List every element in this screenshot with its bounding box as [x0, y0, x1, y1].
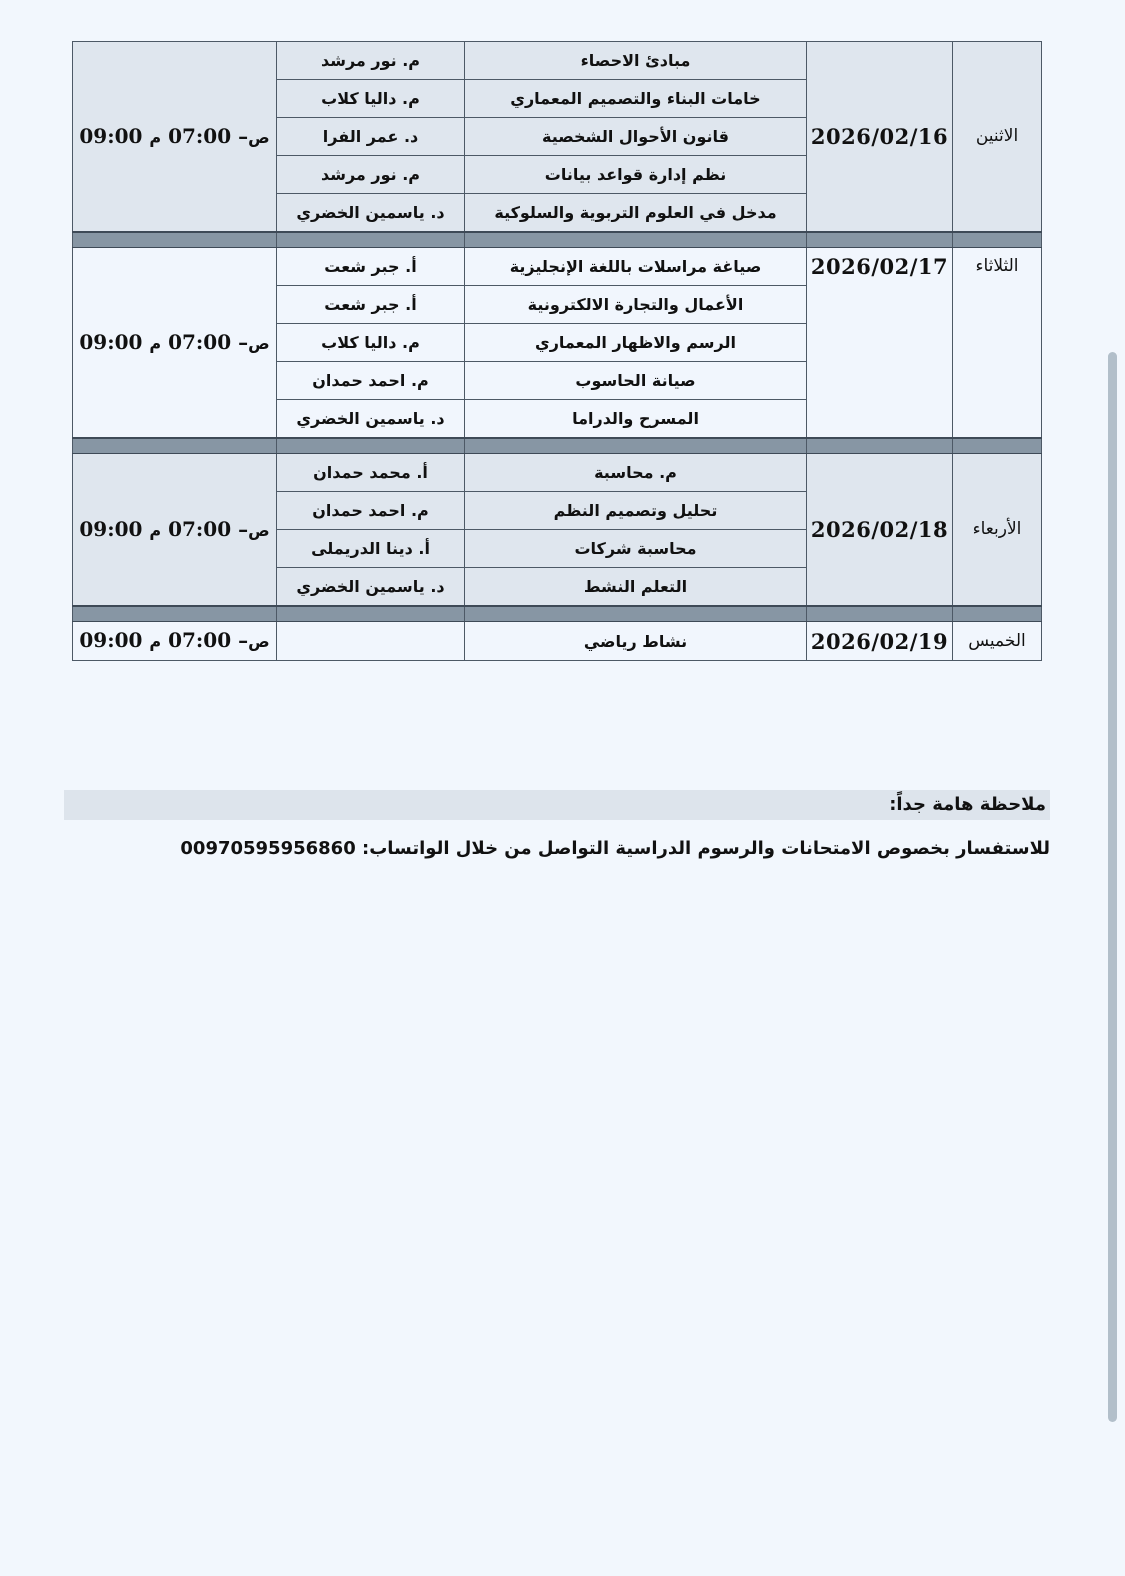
table-row	[73, 42, 1042, 80]
time-start: 09:00	[79, 628, 143, 652]
table-row	[73, 454, 1042, 492]
time-end: 07:00	[168, 628, 232, 652]
time-start: 09:00	[79, 329, 143, 354]
subject-cell: المسرح والدراما	[465, 400, 807, 439]
exam-schedule-table	[72, 41, 1042, 661]
date-cell: 2026/02/16	[807, 42, 953, 233]
teacher-cell: م. احمد حمدان	[277, 492, 465, 530]
teacher-cell: د. عمر الفرا	[277, 118, 465, 156]
table-row	[73, 248, 1042, 286]
teacher-cell: د. ياسمين الخضري	[277, 400, 465, 439]
teacher-cell: أ. محمد حمدان	[277, 454, 465, 492]
time-cell	[73, 42, 277, 233]
teacher-cell: د. ياسمين الخضري	[277, 194, 465, 233]
scrollbar-thumb[interactable]	[1108, 352, 1117, 1422]
separator-row	[73, 438, 1042, 454]
time-cell	[73, 248, 277, 439]
teacher-cell: م. داليا كلاب	[277, 324, 465, 362]
teacher-cell: م. داليا كلاب	[277, 80, 465, 118]
subject-cell: الأعمال والتجارة الالكترونية	[465, 286, 807, 324]
date-cell: 2026/02/18	[807, 454, 953, 607]
teacher-cell: د. ياسمين الخضري	[277, 568, 465, 607]
subject-cell: صيانة الحاسوب	[465, 362, 807, 400]
subject-cell: مدخل في العلوم التربوية والسلوكية	[465, 194, 807, 233]
subject-cell: نشاط رياضي	[465, 622, 807, 661]
time-end: 07:00	[168, 123, 232, 148]
day-cell: الاثنين	[953, 42, 1042, 233]
important-note-header	[64, 790, 1050, 820]
time-dash: –	[238, 123, 249, 148]
time-dash: –	[238, 628, 249, 652]
day-cell: الخميس	[953, 622, 1042, 661]
table-row	[73, 622, 1042, 661]
time-start: 09:00	[79, 516, 143, 541]
time-end-suffix: م	[149, 520, 162, 540]
teacher-cell: م. نور مرشد	[277, 42, 465, 80]
subject-cell: خامات البناء والتصميم المعماري	[465, 80, 807, 118]
time-end: 07:00	[168, 516, 232, 541]
contact-note	[180, 834, 1050, 864]
time-end: 07:00	[168, 329, 232, 354]
teacher-cell: أ. جبر شعت	[277, 248, 465, 286]
teacher-cell	[277, 622, 465, 661]
time-dash: –	[238, 516, 249, 541]
subject-cell: تحليل وتصميم النظم	[465, 492, 807, 530]
time-cell	[73, 454, 277, 607]
separator-row	[73, 232, 1042, 248]
subject-cell: قانون الأحوال الشخصية	[465, 118, 807, 156]
teacher-cell: م. نور مرشد	[277, 156, 465, 194]
separator-row	[73, 606, 1042, 622]
contact-note-text: للاستفسار بخصوص الامتحانات والرسوم الدراسية التواصل من خلال الواتساب:	[362, 838, 1050, 859]
subject-cell: نظم إدارة قواعد بيانات	[465, 156, 807, 194]
subject-cell: محاسبة شركات	[465, 530, 807, 568]
time-start-suffix: ص	[248, 127, 270, 147]
teacher-cell: أ. جبر شعت	[277, 286, 465, 324]
subject-cell: صياغة مراسلات باللغة الإنجليزية	[465, 248, 807, 286]
vertical-scrollbar[interactable]	[1105, 0, 1119, 1576]
time-start: 09:00	[79, 123, 143, 148]
time-start-suffix: ص	[248, 632, 270, 651]
teacher-cell: م. احمد حمدان	[277, 362, 465, 400]
subject-cell: مبادئ الاحصاء	[465, 42, 807, 80]
whatsapp-phone-number[interactable]: 00970595956860	[180, 838, 356, 859]
time-cell	[73, 622, 277, 661]
day-cell: الأربعاء	[953, 454, 1042, 607]
subject-cell: التعلم النشط	[465, 568, 807, 607]
subject-cell: الرسم والاظهار المعماري	[465, 324, 807, 362]
day-cell: الثلاثاء	[953, 248, 1042, 439]
date-cell: 2026/02/19	[807, 622, 953, 661]
teacher-cell: أ. دينا الدريملى	[277, 530, 465, 568]
date-cell: 2026/02/17	[807, 248, 953, 439]
time-end-suffix: م	[149, 632, 162, 651]
time-end-suffix: م	[149, 333, 162, 353]
time-dash: –	[238, 329, 249, 354]
time-start-suffix: ص	[248, 520, 270, 540]
important-note-title: ملاحظة هامة جداً:	[889, 794, 1046, 815]
subject-cell: م. محاسبة	[465, 454, 807, 492]
time-start-suffix: ص	[248, 333, 270, 353]
time-end-suffix: م	[149, 127, 162, 147]
